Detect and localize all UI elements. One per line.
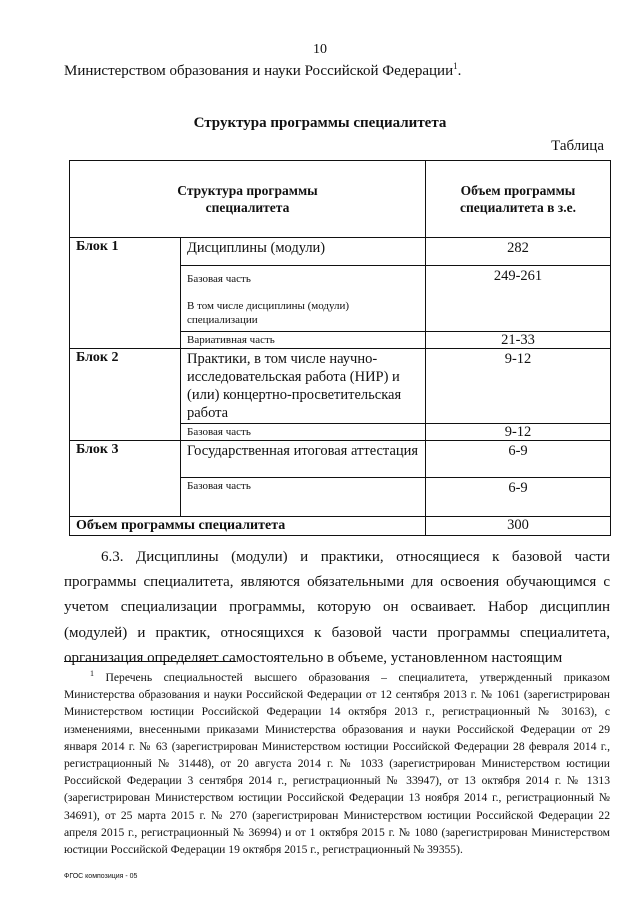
header-structure-line2: специалитета: [205, 200, 290, 215]
block-2-practices: Практики, в том числе научно-исследовательская работа (НИР) и (или) концертно-просветительская работа: [181, 349, 426, 424]
footnote-mark: 1: [90, 669, 94, 679]
footnote-divider: [64, 661, 236, 662]
block-3-attestation-value: 6-9: [426, 441, 611, 478]
block-2-base-part: Базовая часть: [181, 424, 426, 441]
block-1-variative-part: Вариативная часть: [181, 332, 426, 349]
header-volume-line1: Объем программы: [460, 183, 576, 198]
footnote-reference[interactable]: 1: [453, 61, 458, 71]
header-volume: [426, 161, 611, 238]
block-2-label: Блок 2: [70, 349, 181, 441]
block-1-disciplines-value: 282: [426, 238, 611, 266]
block-1-base-value: 249-261: [426, 266, 611, 332]
header-structure: [70, 161, 426, 238]
program-structure-table: [69, 160, 611, 536]
header-structure-line1: Структура программы: [177, 183, 318, 198]
table-row: [70, 441, 611, 478]
table-title: Структура программы специалитета: [193, 115, 447, 131]
table-label: Таблица: [551, 138, 604, 154]
table-row: [70, 349, 611, 424]
footnote: [64, 669, 610, 858]
block-3-base-value: 6-9: [426, 478, 611, 517]
table-total-row: [70, 517, 611, 536]
block-1-label: Блок 1: [70, 238, 181, 349]
header-volume-line2: специалитета в з.е.: [460, 200, 576, 215]
table-header-row: [70, 161, 611, 238]
continuation-tail: .: [457, 63, 462, 79]
block-3-attestation: Государственная итоговая аттестация: [181, 441, 426, 478]
continuation-text: Министерством образования и науки Российской Федерации: [64, 63, 454, 79]
footnote-text: Перечень специальностей высшего образования – специалитета, утвержденный приказом Министерства образования и науки Российской Федерации от 12 сентября 2013 г. № 1061 (зарегистрирован Министерством юстиции Российской Федерации 14 октября 2013 г., регистрационный № 30163), с изменениями, внесенными приказами Министерства образования и науки Российской Федерации от 29 января 2014 г. № 63 (зарегистрирован Министерством юстиции Российской Федерации 28 февраля 2014 г., регистрационный № 31448), от 20 августа 2014 г. № 1033 (зарегистрирован Министерством юстиции Российской Федерации 3 сентября 2014 г., регистрационный № 33947), от 13 октября 2014 г. № 1313 (зарегистрирован Министерством юстиции Российской Федерации 13 ноября 2014 г., регистрационный № 34691), от 25 марта 2015 г. № 270 (зарегистрирован Министерством юстиции Российской Федерации 22 апреля 2015 г., регистрационный № 36994) и от 1 октября 2015 г. № 1080 (зарегистрирован Министерством юстиции Российской Федерации 19 октября 2015 г., регистрационный № 39355).: [64, 671, 610, 857]
table-row: [70, 238, 611, 266]
page-footer: ФГОС композиция - 05: [64, 873, 138, 880]
block-1-disciplines: Дисциплины (модули): [181, 238, 426, 266]
block-3-label: Блок 3: [70, 441, 181, 517]
total-value: 300: [426, 517, 611, 536]
block-1-base-part: Базовая часть: [187, 273, 251, 285]
block-1-variative-value: 21-33: [426, 332, 611, 349]
total-label: Объем программы специалитета: [70, 517, 426, 536]
block-2-base-value: 9-12: [426, 424, 611, 441]
block-2-practices-value: 9-12: [426, 349, 611, 424]
body-paragraph: 6.3. Дисциплины (модули) и практики, относящиеся к базовой части программы специалитета, являются обязательными для освоения обучающимся с учетом специализации программы, которую он осваивает. Набор дисциплин (модулей) и практик, относящихся к базовой части программы специалитета, организация определяет самостоятельно в объеме, установленном настоящим: [64, 549, 610, 666]
block-1-base-cell: [181, 266, 426, 332]
block-1-specialization-note: В том числе дисциплины (модули) специализации: [187, 300, 350, 326]
page-number: 10: [313, 42, 327, 57]
block-3-base-part: Базовая часть: [181, 478, 426, 517]
continuation-line: [64, 63, 461, 80]
